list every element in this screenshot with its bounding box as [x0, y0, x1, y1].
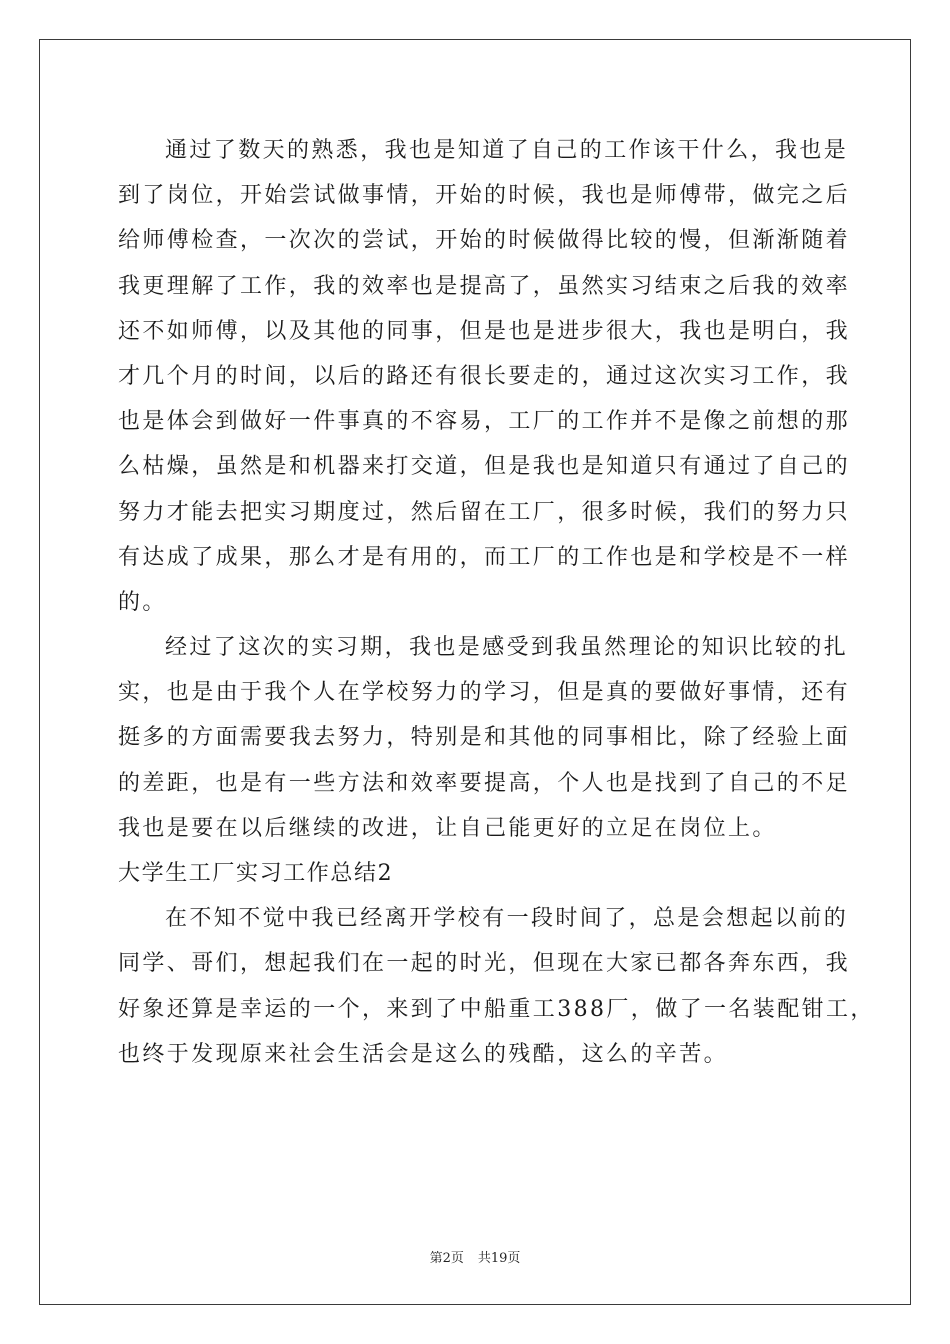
- text-line: 在不知不觉中我已经离开学校有一段时间了，总是会想起以前的: [165, 906, 849, 932]
- page-total: 共19页: [477, 1251, 521, 1266]
- text-line: 好象还算是幸运的一个，来到了中船重工388厂，做了一名装配钳工，: [118, 996, 875, 1022]
- paragraph-3: [118, 896, 875, 1077]
- text-line: 也终于发现原来社会生活会是这么的残酷，这么的辛苦。: [118, 1041, 729, 1067]
- text-line: 努力才能去把实习期度过，然后留在工厂，很多时候，我们的努力只: [118, 499, 851, 525]
- text-line: 才几个月的时间，以后的路还有很长要走的，通过这次实习工作，我: [118, 363, 851, 389]
- paragraph-1: [118, 128, 851, 625]
- section-heading: 大学生工厂实习工作总结2: [118, 861, 394, 886]
- text-line: 到了岗位，开始尝试做事情，开始的时候，我也是师傅带，做完之后: [118, 183, 851, 209]
- text-line: 给师傅检查，一次次的尝试，开始的时候做得比较的慢，但渐渐随着: [118, 228, 851, 254]
- text-line: 经过了这次的实习期，我也是感受到我虽然理论的知识比较的扎: [165, 635, 849, 661]
- text-line: 的。: [118, 589, 167, 615]
- page-footer: [0, 1247, 950, 1266]
- text-line: 还不如师傅，以及其他的同事，但是也是进步很大，我也是明白，我: [118, 318, 851, 344]
- text-line: 我也是要在以后继续的改进，让自己能更好的立足在岗位上。: [118, 815, 777, 841]
- text-line: 同学、哥们，想起我们在一起的时光，但现在大家已都各奔东西，我: [118, 951, 851, 977]
- document-body: [118, 128, 875, 1077]
- page-number: 第2页: [429, 1251, 464, 1266]
- text-line: 也是体会到做好一件事真的不容易，工厂的工作并不是像之前想的那: [118, 409, 851, 435]
- text-line: 我更理解了工作，我的效率也是提高了，虽然实习结束之后我的效率: [118, 273, 851, 299]
- text-line: 的差距，也是有一些方法和效率要提高，个人也是找到了自己的不足: [118, 770, 851, 796]
- paragraph-2: [118, 625, 851, 851]
- text-line: 有达成了成果，那么才是有用的，而工厂的工作也是和学校是不一样: [118, 544, 851, 570]
- text-line: 么枯燥，虽然是和机器来打交道，但是我也是知道只有通过了自己的: [118, 454, 851, 480]
- text-line: 挺多的方面需要我去努力，特别是和其他的同事相比，除了经验上面: [118, 725, 851, 751]
- text-line: 实，也是由于我个人在学校努力的学习，但是真的要做好事情，还有: [118, 680, 851, 706]
- text-line: 通过了数天的熟悉，我也是知道了自己的工作该干什么，我也是: [165, 138, 849, 163]
